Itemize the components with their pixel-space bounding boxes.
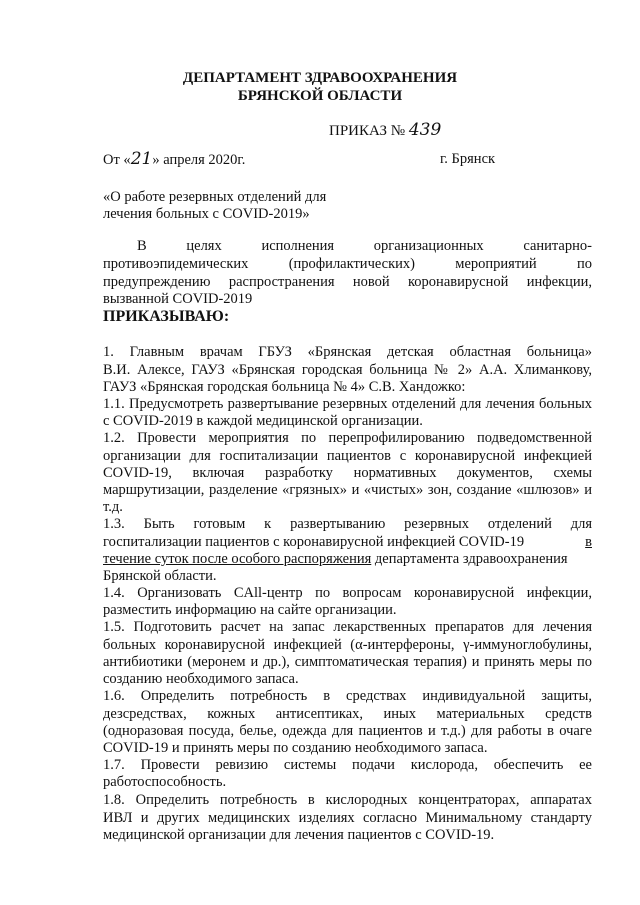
item-1-2-line3: COVID-19, включая разработку нормативных документов, схемы [103,465,592,481]
item-1-4-line1: 1.4. Организовать CAll-центр по вопросам коронавирусной инфекции, [103,585,592,601]
order-number: 439 [408,120,442,140]
preamble-word: В [137,238,147,254]
item-1-7-line2: работоспособность. [103,774,227,790]
item-1-1-line2: с COVID-2019 в каждой медицинской организации. [103,413,423,429]
order-date [103,151,245,170]
order-city: г. Брянск [440,151,496,167]
order-heading [329,122,441,141]
item-1-8-line2: ИВЛ и других медицинских изделиях согласно Минимальному стандарту [103,810,592,826]
order-title-line1: «О работе резервных отделений для [103,189,327,205]
item-1-6-line3: (одноразовая посуда, белье, одежда для пациентов и т.д.) для работы в очаге [103,723,592,739]
preamble-word: целях [186,238,222,254]
item-1-line1: 1. Главным врачам ГБУЗ «Брянская детская областная больница» [103,344,592,360]
item-1-line2: В.И. Алексе, ГАУЗ «Брянская городская больница № 2» А.А. Хлиманкову, [103,362,592,378]
item-1-line3: ГАУЗ «Брянская городская больница № 4» С.В. Хандожко: [103,379,466,395]
item-1-3-line3 [103,551,592,569]
item-1-6-line1: 1.6. Определить потребность в средствах индивидуальной защиты, [103,688,592,704]
item-1-3-line2-text: госпитализации пациентов с коронавирусной инфекцией COVID-19 [103,534,525,550]
item-1-2-line4: маршрутизации, разделение «грязных» и «чистых» зон, создание «шлюзов» и [103,482,592,498]
preamble-word: противоэпидемических [103,256,249,272]
preamble-line1 [137,238,592,256]
order-title-line2: лечения больных с COVID-2019» [103,206,310,222]
date-day: 21 [130,149,153,169]
item-1-5-line4: созданию необходимого запаса. [103,671,299,687]
order-label: ПРИКАЗ № [329,123,406,139]
preamble-word: организационных [373,238,484,254]
date-prefix: От « [103,152,131,168]
item-1-7-line1: 1.7. Провести ревизию системы подачи кислорода, обеспечить ее [103,757,592,773]
item-1-3-line2 [103,534,592,552]
item-1-3-underlined-word: в [585,534,592,550]
item-1-4-line2: разместить информацию на сайте организации. [103,602,397,618]
preamble-line2 [103,256,592,274]
item-1-3-line1: 1.3. Быть готовым к развертыванию резервных отделений для [103,516,592,532]
order-word: ПРИКАЗЫВАЮ: [103,308,230,325]
preamble-word: мероприятий [455,256,537,272]
item-1-8-line1: 1.8. Определить потребность в кислородных концентраторах, аппаратах [103,792,592,808]
preamble-word: исполнения [261,238,335,254]
item-1-5-line1: 1.5. Подготовить расчет на запас лекарственных препаратов для лечения [103,619,592,635]
date-suffix: » апреля 2020г. [152,152,246,168]
item-1-2-line5: т.д. [103,499,123,515]
preamble-line4: вызванной COVID-2019 [103,291,253,307]
preamble-word: (профилактических) [288,256,415,272]
item-1-3-underlined-phrase: течение суток после особого распоряжения [103,551,372,567]
item-1-6-line2: дезсредствах, кожных антисептиках, иных материальных средств [103,706,592,722]
preamble-word: по [576,256,592,272]
item-1-5-line3: антибиотики (меронем и др.), симптоматическая терапия) и принять меры по [103,654,592,670]
item-1-2-line2: организации для госпитализации пациентов с коронавирусной инфекцией [103,448,592,464]
preamble-line3: предупреждению распространения новой коронавирусной инфекции, [103,274,592,290]
item-1-6-line4: COVID-19 и принять меры по созданию необходимого запаса. [103,740,488,756]
item-1-1-line1: 1.1. Предусмотреть развертывание резервных отделений для лечения больных [103,396,592,412]
item-1-8-line3: медицинской организации для лечения пациентов с COVID-19. [103,827,495,843]
item-1-2-line1: 1.2. Провести мероприятия по перепрофилированию подведомственной [103,430,592,446]
item-1-3-line3-text: департамента здравоохранения [371,551,568,567]
item-1-5-line2: больных коронавирусной инфекцией (α-интерфероны, γ-иммуноглобулины, [103,637,592,653]
department-name-line2: БРЯНСКОЙ ОБЛАСТИ [237,88,403,104]
item-1-3-line4: Брянской области. [103,568,217,584]
preamble-word: санитарно- [523,238,592,254]
department-name-line1: ДЕПАРТАМЕНТ ЗДРАВООХРАНЕНИЯ [182,70,458,86]
